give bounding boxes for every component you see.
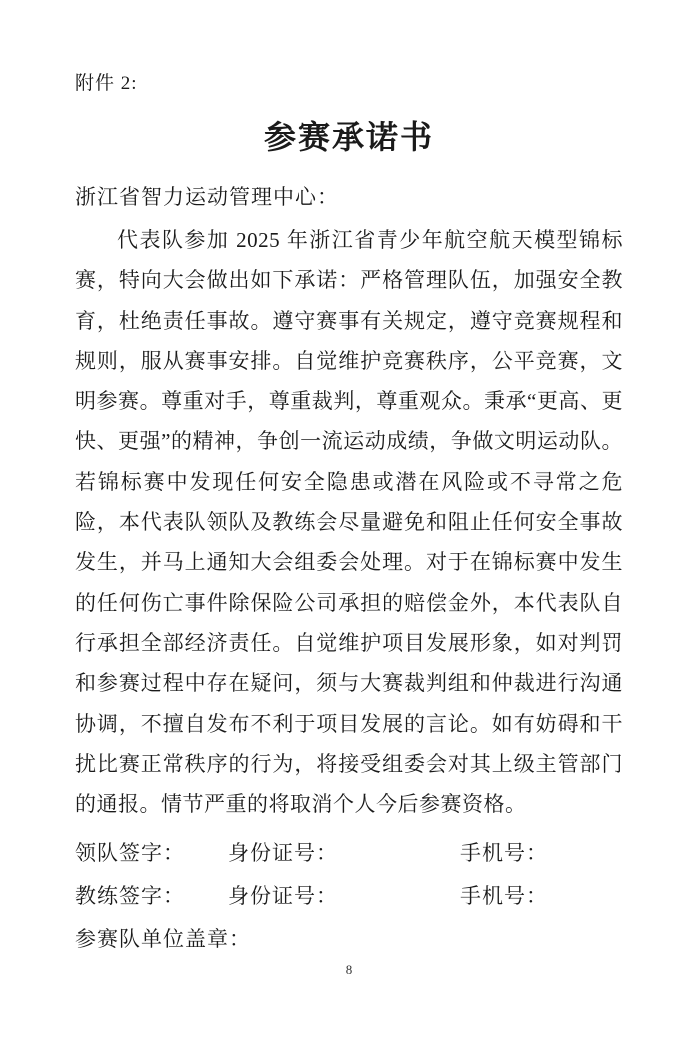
coach-signature-label: 教练签字： [75,884,185,909]
coach-id-number-label: 身份证号： [228,884,338,909]
document-title: 参赛承诺书 [263,119,434,155]
team-unit-seal-label: 参赛队单位盖章： [75,927,251,952]
page-number: 8 [345,962,353,977]
coach-signature-row [75,875,623,918]
salutation-line: 浙江省智力运动管理中心： [75,185,339,209]
leader-id-number-label: 身份证号： [228,841,338,866]
coach-phone-label: 手机号： [460,884,548,909]
leader-signature-label: 领队签字： [75,841,185,866]
commitment-paragraph: 代表队参加 2025 年浙江省青少年航空航天模型锦标赛，特向大会做出如下承诺：严格管理队伍，加强安全教育，杜绝责任事故。遵守赛事有关规定，遵守竞赛规程和规则，服从赛事安排。自觉维护竞赛秩序，公平竞赛，文明参赛。尊重对手，尊重裁判，尊重观众。秉承“更高、更快、更强”的精神，争创一流运动成绩，争做文明运动队。若锦标赛中发现任何安全隐患或潜在风险或不寻常之危险，本代表队领队及教练会尽量避免和阻止任何安全事故发生，并马上通知大会组委会处理。对于在锦标赛中发生的任何伤亡事件除保险公司承担的赔偿金外，本代表队自行承担全部经济责任。自觉维护项目发展形象，如对判罚和参赛过程中存在疑问，须与大赛裁判组和仲裁进行沟通协调，不擅自发布不利于项目发展的言论。如有妨碍和干扰比赛正常秩序的行为，将接受组委会对其上级主管部门的通报。情节严重的将取消个人今后参赛资格。 [75,228,623,817]
leader-signature-row [75,832,623,875]
attachment-label: 附件 2: [75,73,138,94]
leader-phone-label: 手机号： [460,841,548,866]
signature-section [75,832,623,918]
